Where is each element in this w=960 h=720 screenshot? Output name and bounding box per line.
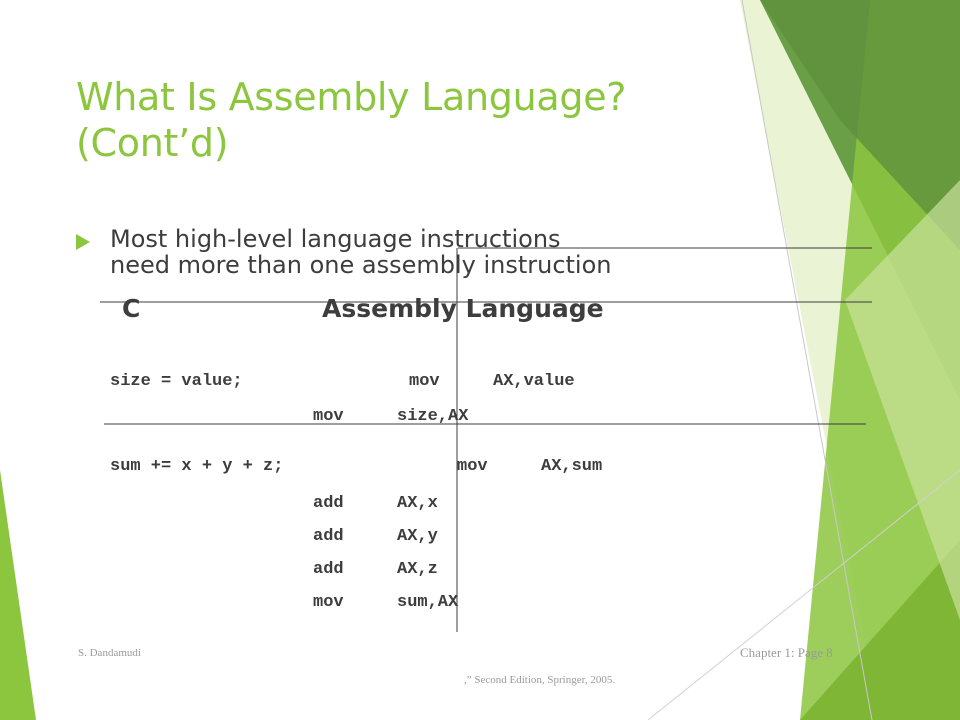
slide-title [76, 74, 626, 166]
asm-args: AX,z [397, 560, 438, 579]
asm-args: AX,x [397, 494, 438, 513]
title-line-1: What Is Assembly Language? [76, 75, 627, 119]
footer-author: S. Dandamudi [78, 647, 141, 659]
asm-op: add [313, 494, 344, 513]
asm-op: mov [313, 407, 344, 426]
asm-op: add [313, 560, 344, 579]
header-assembly: Assembly Language [322, 294, 604, 323]
asm-args: AX,y [397, 527, 438, 546]
bullet-text [110, 226, 612, 278]
asm-op: mov [313, 593, 344, 612]
asm-op: add [313, 527, 344, 546]
c-code-row-1: size = value; [110, 372, 243, 391]
footer-page: Chapter 1: Page 8 [740, 645, 833, 660]
c-code-row-2: sum += x + y + z; [110, 457, 284, 476]
bullet-line-1: Most high-level language instructions [110, 225, 561, 253]
footer-citation: ,” Second Edition, Springer, 2005. [464, 674, 616, 686]
bullet-line-2: need more than one assembly instruction [110, 251, 612, 279]
asm-op: mov [409, 372, 440, 391]
asm-op: mov [457, 457, 488, 476]
bullet-arrow-icon [76, 234, 90, 250]
asm-args: sum,AX [397, 593, 459, 612]
title-line-2: (Cont’d) [76, 121, 229, 165]
asm-args: AX,sum [541, 457, 603, 476]
header-c: C [122, 294, 141, 323]
deco-left-triangle [0, 470, 36, 720]
asm-args: size,AX [397, 407, 469, 426]
asm-args: AX,value [493, 372, 575, 391]
